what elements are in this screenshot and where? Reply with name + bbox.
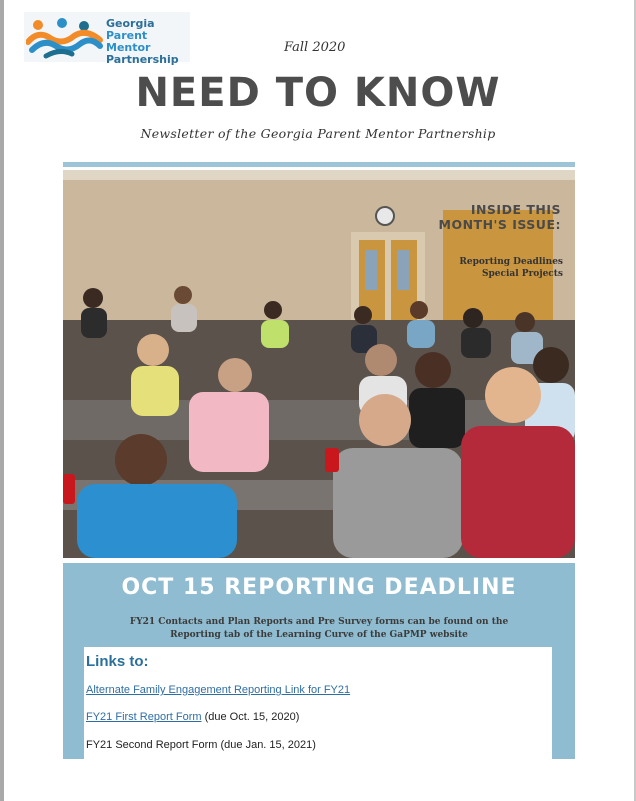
deadline-description bbox=[93, 616, 545, 642]
inside-heading-line1: INSIDE THIS bbox=[470, 202, 561, 217]
gapmp-logo bbox=[24, 12, 190, 66]
classroom-photo bbox=[63, 170, 575, 558]
issue-date: Fall 2020 bbox=[284, 40, 346, 55]
inside-issue-list bbox=[459, 256, 563, 280]
inside-heading-line2: MONTH'S ISSUE: bbox=[438, 217, 561, 232]
logo-line-parent-mentor: Parent Mentor bbox=[106, 29, 151, 54]
inside-item: Reporting Deadlines bbox=[459, 257, 563, 267]
logo-line-partnership: Partnership bbox=[106, 53, 179, 66]
deadline-desc-line1: FY21 Contacts and Plan Reports and Pre Survey forms can be found on the bbox=[129, 617, 509, 627]
alternate-reporting-link[interactable]: Alternate Family Engagement Reporting Link for FY21 bbox=[86, 684, 351, 696]
deadline-title: OCT 15 REPORTING DEADLINE bbox=[121, 575, 517, 600]
header-divider bbox=[63, 162, 575, 167]
newsletter-subtitle: Newsletter of the Georgia Parent Mentor Partnership bbox=[140, 126, 496, 141]
inside-issue-heading bbox=[411, 202, 561, 232]
logo-text bbox=[106, 18, 190, 66]
link-row bbox=[86, 739, 316, 751]
link-row bbox=[86, 684, 350, 696]
second-report-form-text: FY21 Second Report Form (due Jan. 15, 2021) bbox=[86, 739, 316, 751]
links-box bbox=[84, 647, 552, 759]
deadline-desc-line2: Reporting tab of the Learning Curve of the GaPMP website bbox=[170, 630, 468, 640]
people-logo-icon bbox=[26, 16, 104, 60]
first-report-form-link[interactable]: FY21 First Report Form bbox=[86, 711, 202, 723]
links-heading: Links to: bbox=[86, 653, 149, 670]
first-report-due-note: (due Oct. 15, 2020) bbox=[201, 711, 300, 723]
deadline-panel bbox=[63, 563, 575, 759]
inside-item: Special Projects bbox=[482, 269, 563, 279]
page-left-edge bbox=[0, 0, 4, 801]
link-row bbox=[86, 711, 299, 723]
logo-line-georgia: Georgia bbox=[106, 17, 155, 30]
masthead-title: NEED TO KNOW bbox=[135, 70, 501, 116]
